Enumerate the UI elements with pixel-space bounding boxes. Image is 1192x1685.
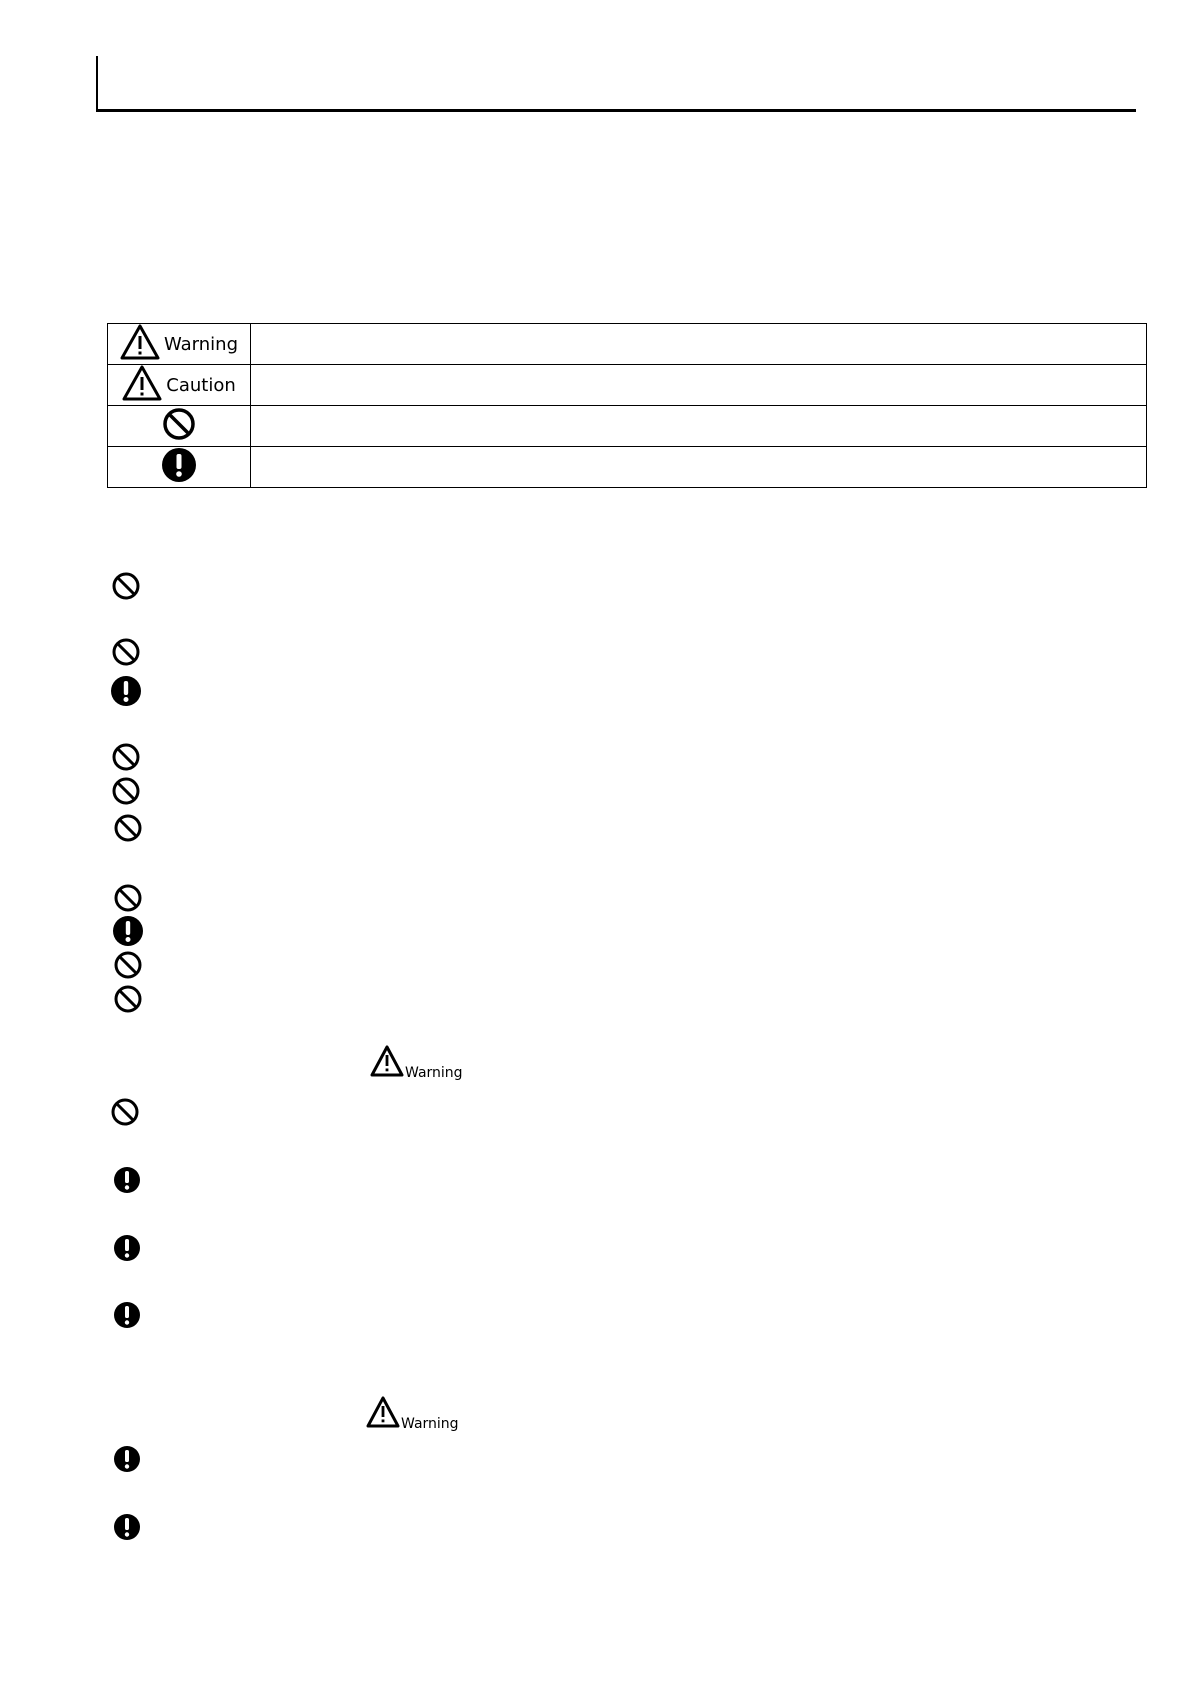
prohibited-icon — [113, 984, 143, 1014]
warning-triangle-icon — [366, 1396, 400, 1432]
prohibited-icon — [162, 407, 196, 445]
section-heading-label: Warning — [405, 1065, 463, 1081]
prohibited-icon — [111, 637, 141, 667]
warning-triangle-icon — [370, 1045, 404, 1081]
legend-prohibited-description — [251, 406, 1147, 447]
prohibited-icon — [113, 950, 143, 980]
safety-symbol-legend-table — [107, 323, 1147, 488]
legend-warning-description — [251, 324, 1147, 365]
mandatory-icon — [112, 915, 144, 947]
legend-mandatory-description — [251, 447, 1147, 488]
prohibited-icon — [113, 813, 143, 843]
legend-row-prohibited — [108, 406, 1147, 447]
legend-caution-label: Caution — [166, 374, 236, 396]
mandatory-icon — [113, 1301, 141, 1329]
mandatory-icon — [113, 1234, 141, 1262]
section-heading-warning-1 — [370, 1045, 463, 1081]
legend-caution-description — [251, 365, 1147, 406]
prohibited-icon — [111, 776, 141, 806]
legend-warning-label: Warning — [163, 333, 238, 355]
prohibited-icon — [111, 742, 141, 772]
mandatory-icon — [113, 1513, 141, 1541]
legend-row-caution — [108, 365, 1147, 406]
prohibited-icon — [110, 1097, 140, 1127]
header-rule-vertical — [96, 56, 98, 112]
mandatory-icon — [110, 675, 142, 707]
prohibited-icon — [111, 571, 141, 601]
prohibited-icon — [113, 883, 143, 913]
header-rule-horizontal — [96, 109, 1136, 112]
legend-row-mandatory — [108, 447, 1147, 488]
warning-triangle-icon — [120, 324, 160, 364]
mandatory-icon — [113, 1445, 141, 1473]
section-heading-warning-2 — [366, 1396, 459, 1432]
caution-triangle-icon — [122, 365, 162, 405]
mandatory-icon — [113, 1166, 141, 1194]
section-heading-label: Warning — [401, 1416, 459, 1432]
mandatory-icon — [161, 447, 197, 487]
legend-row-warning — [108, 324, 1147, 365]
